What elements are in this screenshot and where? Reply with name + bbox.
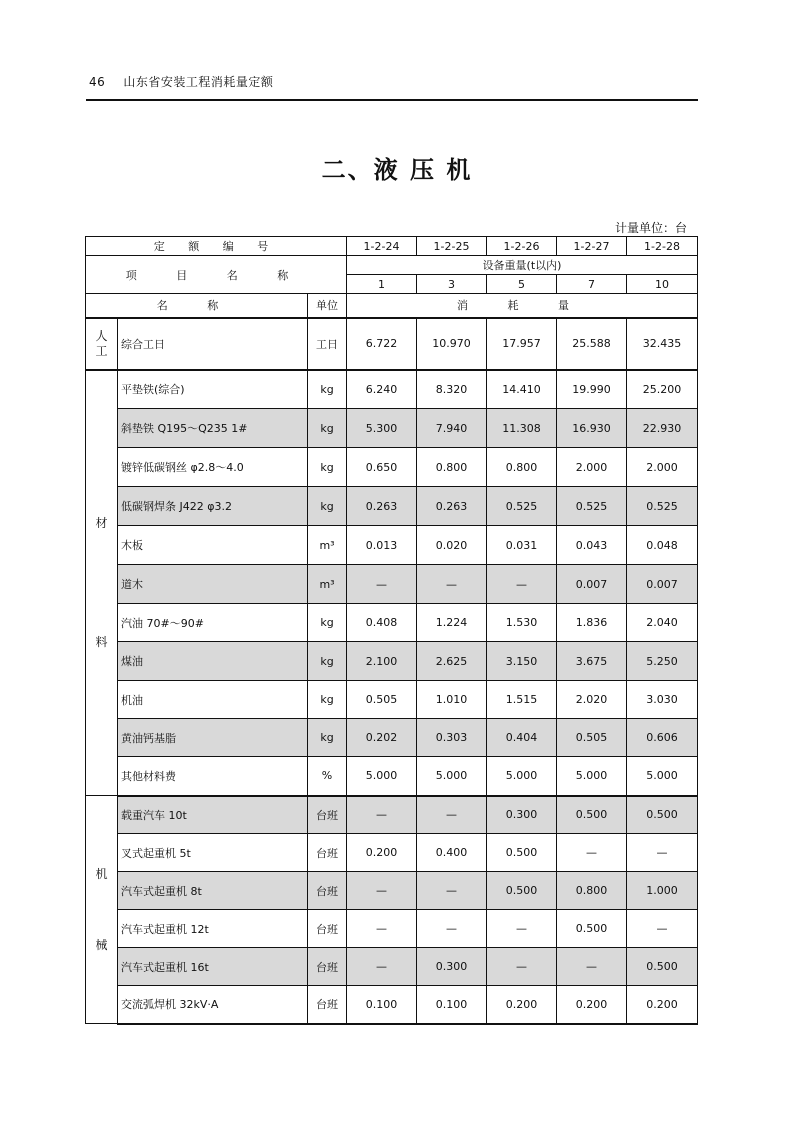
item-name: 叉式起重机 5t xyxy=(118,834,308,872)
consumption-value: 5.000 xyxy=(487,757,557,796)
quota-code: 1-2-28 xyxy=(627,237,698,256)
item-unit: 台班 xyxy=(308,910,347,948)
consumption-value: 0.400 xyxy=(417,834,487,872)
consumption-value: 6.722 xyxy=(347,318,417,370)
consumption-header: 消 耗 量 xyxy=(347,294,698,318)
consumption-value: 5.000 xyxy=(347,757,417,796)
consumption-value: — xyxy=(347,796,417,834)
measurement-unit-note: 计量单位：台 xyxy=(614,221,687,235)
item-name: 汽车式起重机 8t xyxy=(118,872,308,910)
table-row xyxy=(86,318,698,370)
consumption-value: 0.007 xyxy=(557,565,627,604)
consumption-value: 1.010 xyxy=(417,681,487,719)
item-name: 交流弧焊机 32kV·A xyxy=(118,986,308,1024)
consumption-value: 0.500 xyxy=(557,796,627,834)
item-unit: kg xyxy=(308,604,347,642)
consumption-value: 0.200 xyxy=(487,986,557,1024)
item-unit: kg xyxy=(308,719,347,757)
consumption-value: 11.308 xyxy=(487,409,557,448)
consumption-value: 5.250 xyxy=(627,642,698,681)
consumption-value: 0.800 xyxy=(417,448,487,487)
consumption-value: 0.013 xyxy=(347,526,417,565)
item-name: 低碳钢焊条 J422 φ3.2 xyxy=(118,487,308,526)
category-label: 机 械 xyxy=(86,796,118,1024)
consumption-value: 1.530 xyxy=(487,604,557,642)
item-unit: kg xyxy=(308,409,347,448)
consumption-value: 5.300 xyxy=(347,409,417,448)
quota-code: 1-2-26 xyxy=(487,237,557,256)
item-name: 载重汽车 10t xyxy=(118,796,308,834)
name-column-header: 名 称 xyxy=(86,294,308,318)
category-label: 人 工 xyxy=(86,318,118,370)
consumption-value: 0.500 xyxy=(557,910,627,948)
item-name: 斜垫铁 Q195～Q235 1# xyxy=(118,409,308,448)
consumption-value: 0.043 xyxy=(557,526,627,565)
consumption-value: 0.800 xyxy=(557,872,627,910)
parameter-value: 5 xyxy=(487,275,557,294)
consumption-value: — xyxy=(627,834,698,872)
quota-code-label: 定 额 编 号 xyxy=(86,237,347,256)
table-row xyxy=(86,370,698,409)
item-name: 综合工日 xyxy=(118,318,308,370)
consumption-value: 25.200 xyxy=(627,370,698,409)
section-title: 二、液 压 机 xyxy=(321,156,473,184)
table-row xyxy=(86,681,698,719)
parameter-value: 3 xyxy=(417,275,487,294)
consumption-value: 0.200 xyxy=(347,834,417,872)
table-row xyxy=(86,448,698,487)
consumption-value: 3.030 xyxy=(627,681,698,719)
item-unit: 台班 xyxy=(308,872,347,910)
consumption-value: 7.940 xyxy=(417,409,487,448)
item-name: 镀锌低碳钢丝 φ2.8～4.0 xyxy=(118,448,308,487)
consumption-value: — xyxy=(487,910,557,948)
consumption-value: 0.404 xyxy=(487,719,557,757)
category-label: 材 料 xyxy=(86,370,118,796)
consumption-value: 2.020 xyxy=(557,681,627,719)
consumption-value: — xyxy=(417,872,487,910)
consumption-value: 0.048 xyxy=(627,526,698,565)
consumption-value: 0.300 xyxy=(417,948,487,986)
parameter-value: 10 xyxy=(627,275,698,294)
item-unit: m³ xyxy=(308,526,347,565)
consumption-value: 2.100 xyxy=(347,642,417,681)
item-name: 煤油 xyxy=(118,642,308,681)
consumption-value: 10.970 xyxy=(417,318,487,370)
consumption-value: — xyxy=(417,910,487,948)
consumption-value: 0.408 xyxy=(347,604,417,642)
project-name-label: 项 目 名 称 xyxy=(86,256,347,294)
consumption-value: 0.500 xyxy=(627,948,698,986)
table-row xyxy=(86,487,698,526)
consumption-value: 32.435 xyxy=(627,318,698,370)
item-unit: kg xyxy=(308,448,347,487)
consumption-value: — xyxy=(487,948,557,986)
consumption-value: 0.202 xyxy=(347,719,417,757)
consumption-value: 2.000 xyxy=(627,448,698,487)
table-row xyxy=(86,948,698,986)
consumption-value: — xyxy=(627,910,698,948)
consumption-value: — xyxy=(347,872,417,910)
item-unit: 台班 xyxy=(308,796,347,834)
consumption-value: 0.200 xyxy=(557,986,627,1024)
consumption-value: 17.957 xyxy=(487,318,557,370)
consumption-value: — xyxy=(347,565,417,604)
consumption-value: 3.150 xyxy=(487,642,557,681)
consumption-value: — xyxy=(347,948,417,986)
consumption-value: 0.303 xyxy=(417,719,487,757)
consumption-value: — xyxy=(557,834,627,872)
item-unit: 台班 xyxy=(308,948,347,986)
unit-column-header: 单位 xyxy=(308,294,347,318)
consumption-value: 0.100 xyxy=(347,986,417,1024)
consumption-value: 0.100 xyxy=(417,986,487,1024)
consumption-value: 22.930 xyxy=(627,409,698,448)
consumption-value: 0.606 xyxy=(627,719,698,757)
consumption-value: — xyxy=(487,565,557,604)
item-name: 机油 xyxy=(118,681,308,719)
table-row xyxy=(86,526,698,565)
consumption-value: 0.800 xyxy=(487,448,557,487)
item-name: 其他材料费 xyxy=(118,757,308,796)
consumption-value: 1.836 xyxy=(557,604,627,642)
item-name: 平垫铁(综合) xyxy=(118,370,308,409)
item-unit: 工日 xyxy=(308,318,347,370)
consumption-value: 1.515 xyxy=(487,681,557,719)
item-unit: % xyxy=(308,757,347,796)
consumption-value: 0.525 xyxy=(557,487,627,526)
table-row xyxy=(86,565,698,604)
consumption-value: 2.000 xyxy=(557,448,627,487)
book-title: 山东省安装工程消耗量定额 xyxy=(123,75,274,89)
parameter-label: 设备重量(t以内) xyxy=(347,256,698,275)
quota-code: 1-2-25 xyxy=(417,237,487,256)
table-row xyxy=(86,872,698,910)
header-rule xyxy=(86,99,698,101)
item-unit: kg xyxy=(308,487,347,526)
consumption-value: 2.625 xyxy=(417,642,487,681)
consumption-value: 0.007 xyxy=(627,565,698,604)
consumption-value: — xyxy=(417,565,487,604)
table-row xyxy=(86,409,698,448)
item-name: 木板 xyxy=(118,526,308,565)
consumption-value: 2.040 xyxy=(627,604,698,642)
consumption-value: 0.505 xyxy=(557,719,627,757)
quota-code: 1-2-27 xyxy=(557,237,627,256)
consumption-value: 0.300 xyxy=(487,796,557,834)
consumption-value: 0.505 xyxy=(347,681,417,719)
consumption-value: 5.000 xyxy=(557,757,627,796)
consumption-value: 0.263 xyxy=(417,487,487,526)
table-row xyxy=(86,642,698,681)
consumption-value: 8.320 xyxy=(417,370,487,409)
consumption-value: 6.240 xyxy=(347,370,417,409)
item-unit: kg xyxy=(308,681,347,719)
consumption-value: 5.000 xyxy=(417,757,487,796)
consumption-value: — xyxy=(557,948,627,986)
consumption-value: 1.000 xyxy=(627,872,698,910)
table-row xyxy=(86,834,698,872)
item-unit: 台班 xyxy=(308,986,347,1024)
consumption-value: 0.500 xyxy=(627,796,698,834)
item-unit: kg xyxy=(308,642,347,681)
consumption-value: — xyxy=(417,796,487,834)
table-row xyxy=(86,604,698,642)
table-row xyxy=(86,986,698,1024)
consumption-value: 0.650 xyxy=(347,448,417,487)
parameter-value: 1 xyxy=(347,275,417,294)
consumption-value: 19.990 xyxy=(557,370,627,409)
table-row xyxy=(86,719,698,757)
item-unit: kg xyxy=(308,370,347,409)
consumption-value: 0.500 xyxy=(487,872,557,910)
item-unit: m³ xyxy=(308,565,347,604)
consumption-value: 0.200 xyxy=(627,986,698,1024)
consumption-value: — xyxy=(347,910,417,948)
consumption-value: 0.525 xyxy=(627,487,698,526)
consumption-value: 0.031 xyxy=(487,526,557,565)
item-name: 黄油钙基脂 xyxy=(118,719,308,757)
consumption-value: 0.525 xyxy=(487,487,557,526)
table-row xyxy=(86,910,698,948)
item-name: 汽油 70#～90# xyxy=(118,604,308,642)
quota-table xyxy=(85,236,698,1025)
parameter-value: 7 xyxy=(557,275,627,294)
item-name: 汽车式起重机 12t xyxy=(118,910,308,948)
running-header xyxy=(89,73,273,90)
quota-code: 1-2-24 xyxy=(347,237,417,256)
item-name: 汽车式起重机 16t xyxy=(118,948,308,986)
consumption-value: 5.000 xyxy=(627,757,698,796)
consumption-value: 0.020 xyxy=(417,526,487,565)
table-row xyxy=(86,757,698,796)
consumption-value: 16.930 xyxy=(557,409,627,448)
table-row xyxy=(86,796,698,834)
consumption-value: 14.410 xyxy=(487,370,557,409)
consumption-value: 25.588 xyxy=(557,318,627,370)
consumption-value: 0.263 xyxy=(347,487,417,526)
consumption-value: 1.224 xyxy=(417,604,487,642)
item-name: 道木 xyxy=(118,565,308,604)
consumption-value: 3.675 xyxy=(557,642,627,681)
consumption-value: 0.500 xyxy=(487,834,557,872)
item-unit: 台班 xyxy=(308,834,347,872)
page-number: 46 xyxy=(89,75,106,89)
